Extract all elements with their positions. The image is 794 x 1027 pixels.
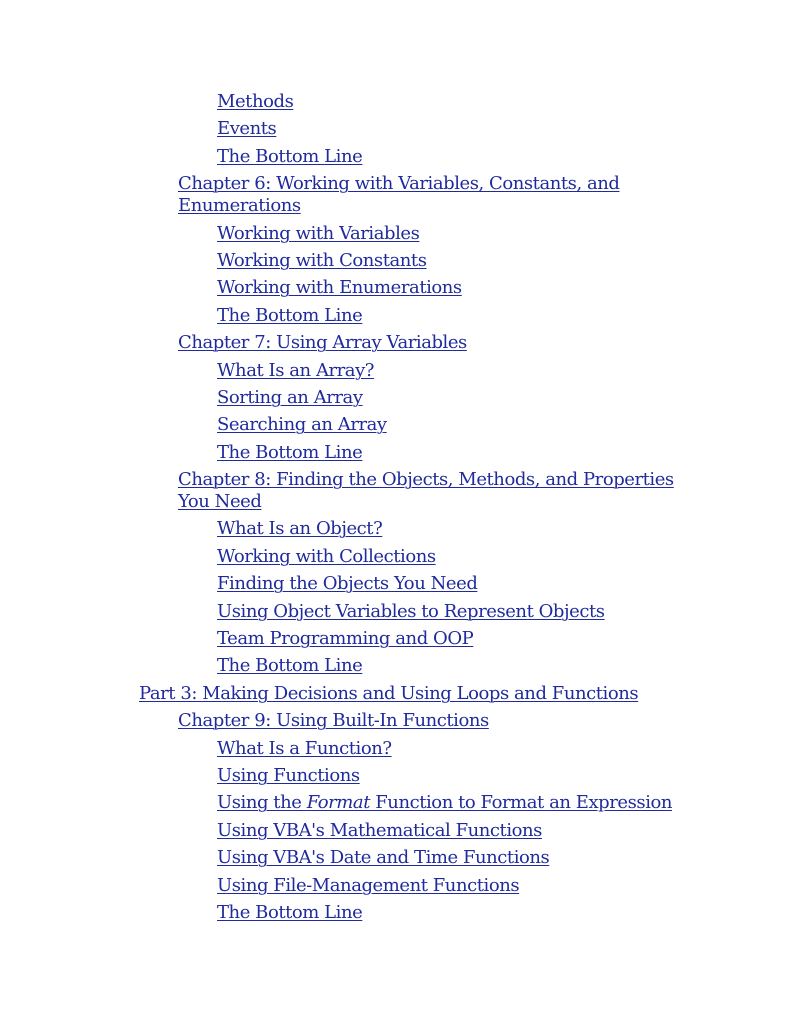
toc-link-date-time-functions[interactable]: Using VBA's Date and Time Functions — [217, 847, 550, 869]
toc-link-working-with-variables[interactable]: Working with Variables — [217, 222, 420, 244]
toc-link-what-is-an-object[interactable]: What Is an Object? — [217, 518, 383, 540]
toc-link-chapter-7[interactable]: Chapter 7: Using Array Variables — [178, 332, 467, 354]
table-of-contents — [0, 91, 794, 924]
toc-link-team-programming[interactable]: Team Programming and OOP — [217, 628, 474, 650]
toc-link-using-functions[interactable]: Using Functions — [217, 764, 360, 786]
toc-link-format-prefix: Using the — [217, 792, 307, 814]
toc-link-bottom-line[interactable]: The Bottom Line — [217, 304, 363, 326]
toc-link-using-object-variables[interactable]: Using Object Variables to Represent Objects — [217, 600, 605, 622]
toc-link-chapter-6-line-1: Chapter 6: Working with Variables, Constants, and — [178, 173, 620, 195]
toc-link-chapter-6[interactable] — [178, 173, 794, 217]
toc-link-format-suffix: Function to Format an Expression — [369, 792, 673, 814]
toc-link-finding-the-objects[interactable]: Finding the Objects You Need — [217, 573, 478, 595]
toc-link-working-with-collections[interactable]: Working with Collections — [217, 545, 436, 567]
toc-link-working-with-constants[interactable]: Working with Constants — [217, 249, 427, 271]
toc-link-mathematical-functions[interactable]: Using VBA's Mathematical Functions — [217, 819, 542, 841]
toc-link-chapter-9[interactable]: Chapter 9: Using Built-In Functions — [178, 710, 489, 732]
toc-link-using-format-function[interactable] — [217, 792, 794, 814]
toc-link-chapter-8-line-2: You Need — [178, 491, 262, 513]
toc-link-chapter-8[interactable] — [178, 469, 794, 513]
toc-link-working-with-enumerations[interactable]: Working with Enumerations — [217, 277, 462, 299]
toc-link-events[interactable]: Events — [217, 118, 277, 140]
toc-link-part-3[interactable]: Part 3: Making Decisions and Using Loops and Functions — [139, 682, 639, 704]
toc-link-what-is-a-function[interactable]: What Is a Function? — [217, 737, 392, 759]
toc-link-searching-an-array[interactable]: Searching an Array — [217, 414, 387, 436]
toc-link-file-management-functions[interactable]: Using File-Management Functions — [217, 874, 520, 896]
toc-link-chapter-8-line-1: Chapter 8: Finding the Objects, Methods, and Properties — [178, 469, 674, 491]
toc-link-bottom-line[interactable]: The Bottom Line — [217, 901, 363, 923]
toc-link-chapter-6-line-2: Enumerations — [178, 195, 301, 217]
toc-link-sorting-an-array[interactable]: Sorting an Array — [217, 386, 363, 408]
toc-link-bottom-line[interactable]: The Bottom Line — [217, 441, 363, 463]
toc-link-bottom-line[interactable]: The Bottom Line — [217, 655, 363, 677]
toc-link-methods[interactable]: Methods — [217, 91, 294, 112]
toc-link-format-keyword: Format — [306, 792, 370, 814]
toc-link-what-is-an-array[interactable]: What Is an Array? — [217, 359, 375, 381]
toc-link-bottom-line[interactable]: The Bottom Line — [217, 145, 363, 167]
